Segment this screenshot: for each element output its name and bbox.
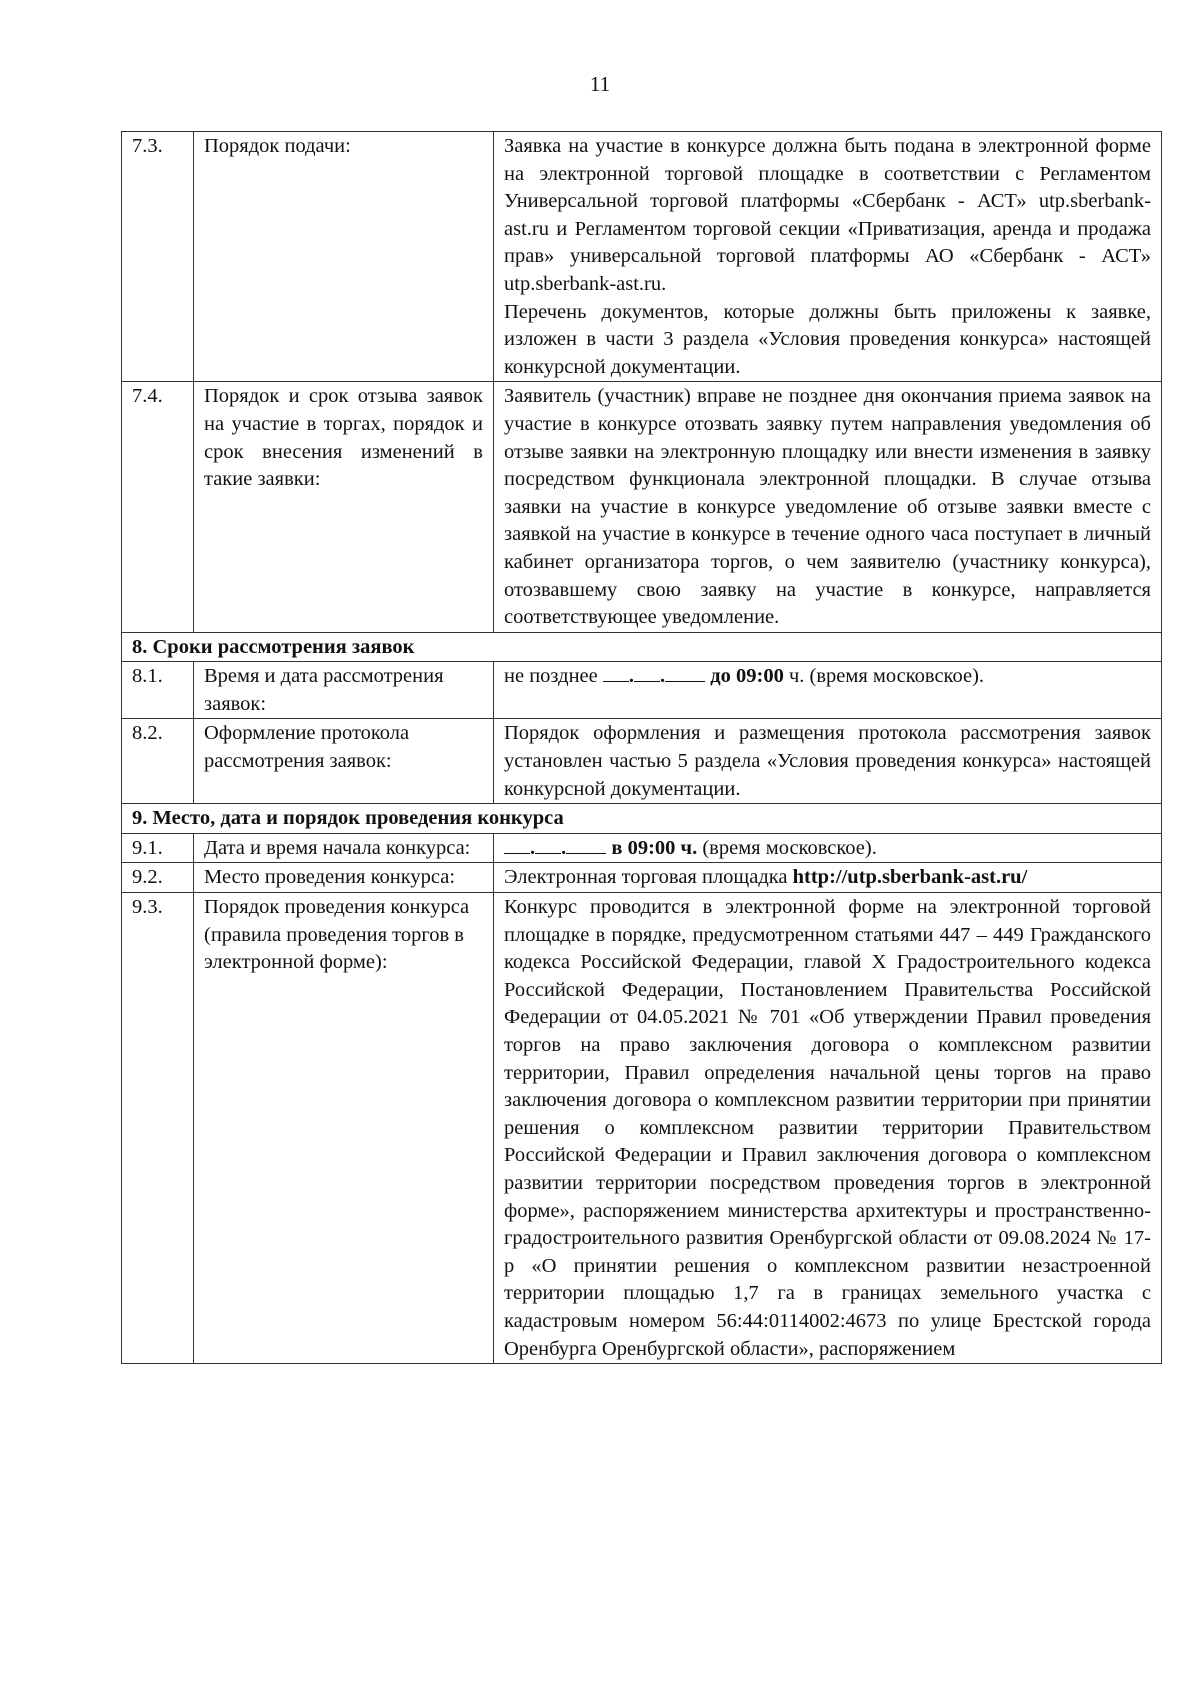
- row-number: 7.4.: [122, 382, 194, 632]
- blank-day: [603, 663, 629, 682]
- row-content: Заявитель (участник) вправе не позднее дня окончания приема заявок на участие в конкурсе отозвать заявку путем направления уведомления об отзыве заявки на электронную площадку или внести изменения в заявку посредством функционала электронной площадки. В случае отзыва заявки на участие в конкурсе уведомление об отзыве заявки вместе с заявкой на участие в конкурсе в течение одного часа поступает в личный кабинет организатора торгов, о чем заявителю (участнику конкурса), отозвавшему свою заявку на участие в конкурсе, направляется соответствующее уведомление.: [494, 382, 1162, 632]
- table-row-8-1: [122, 662, 1162, 719]
- text-prefix: не позднее: [504, 665, 598, 688]
- table-row-7-4: [122, 382, 1162, 632]
- row-content: [494, 863, 1162, 893]
- time-value: до 09:00: [710, 665, 784, 688]
- text-suffix: (время московское).: [702, 836, 877, 859]
- row-number: 7.3.: [122, 132, 194, 382]
- section-header-8: [122, 632, 1162, 662]
- row-number: 9.1.: [122, 833, 194, 863]
- row-content: . . в 09:00 ч. (время московское).: [494, 833, 1162, 863]
- row-label: Порядок и срок отзыва заявок на участие в торгах, порядок и срок внесения изменений в такие заявки:: [194, 382, 494, 632]
- platform-url: http://utp.sberbank-ast.ru/: [792, 866, 1028, 889]
- table-row-9-2: [122, 863, 1162, 893]
- row-number: 9.2.: [122, 863, 194, 893]
- procedure-table: [121, 131, 1162, 1364]
- table-row-7-3: [122, 132, 1162, 382]
- blank-year: [665, 663, 705, 682]
- row-label: Порядок подачи:: [194, 132, 494, 382]
- table-row-9-3: [122, 893, 1162, 1364]
- paragraph: Заявка на участие в конкурсе должна быть подана в электронной форме на электронной торговой площадке в соответствии с Регламентом Универсальной торговой платформы «Сбербанк - АСТ» utp.sberbank-ast.ru и Регламентом торговой секции «Приватизация, аренда и продажа прав» универсальной торговой платформы АО «Сбербанк - АСТ» utp.sberbank-ast.ru.: [504, 135, 1151, 295]
- blank-day: [504, 835, 530, 854]
- row-label: Оформление протокола рассмотрения заявок:: [194, 719, 494, 804]
- row-content: [494, 132, 1162, 382]
- row-label: Дата и время начала конкурса:: [194, 833, 494, 863]
- row-label: Порядок проведения конкурса (правила проведения торгов в электронной форме):: [194, 893, 494, 1364]
- row-number: 8.1.: [122, 662, 194, 719]
- row-number: 9.3.: [122, 893, 194, 1364]
- blank-month: [634, 663, 660, 682]
- row-label: Время и дата рассмотрения заявок:: [194, 662, 494, 719]
- row-content: не позднее . . до 09:00 ч. (время московское).: [494, 662, 1162, 719]
- section-title: 8. Сроки рассмотрения заявок: [122, 632, 1162, 662]
- section-header-9: [122, 804, 1162, 834]
- row-content: Конкурс проводится в электронной форме на электронной торговой площадке в порядке, предусмотренном статьями 447 – 449 Гражданского кодекса Российской Федерации, главой X Градостроительного кодекса Российской Федерации, Постановлением Правительства Российской Федерации от 04.05.2021 № 701 «Об утверждении Правил проведения торгов на право заключения договора о комплексном развитии территории, Правил определения начальной цены торгов на право заключения договора о комплексном развитии территории при принятии решения о комплексном развитии территории Правительством Российской Федерации и Правил заключения договора о комплексном развитии территории посредством проведения торгов в электронной форме», распоряжением министерства архитектуры и пространственно-градостроительного развития Оренбургской области от 09.08.2024 № 17-р «О принятии решения о комплексном развитии незастроенной территории площадью 1,7 га в границах земельного участка с кадастровым номером 56:44:0114002:4673 по улице Брестской города Оренбурга Оренбургской области», распоряжением: [494, 893, 1162, 1364]
- section-title: 9. Место, дата и порядок проведения конкурса: [122, 804, 1162, 834]
- row-number: 8.2.: [122, 719, 194, 804]
- table-row-9-1: [122, 833, 1162, 863]
- text-prefix: Электронная торговая площадка: [504, 866, 788, 889]
- blank-month: [535, 835, 561, 854]
- paragraph: Перечень документов, которые должны быть приложены к заявке, изложен в части 3 раздела «Условия проведения конкурса» настоящей конкурсной документации.: [504, 300, 1151, 378]
- row-content: Порядок оформления и размещения протокола рассмотрения заявок установлен частью 5 раздела «Условия проведения конкурса» настоящей конкурсной документации.: [494, 719, 1162, 804]
- page-number: 11: [589, 72, 611, 96]
- row-label: Место проведения конкурса:: [194, 863, 494, 893]
- table-row-8-2: [122, 719, 1162, 804]
- text-suffix: ч. (время московское).: [788, 665, 985, 688]
- time-value: в 09:00 ч.: [611, 836, 698, 859]
- blank-year: [566, 835, 606, 854]
